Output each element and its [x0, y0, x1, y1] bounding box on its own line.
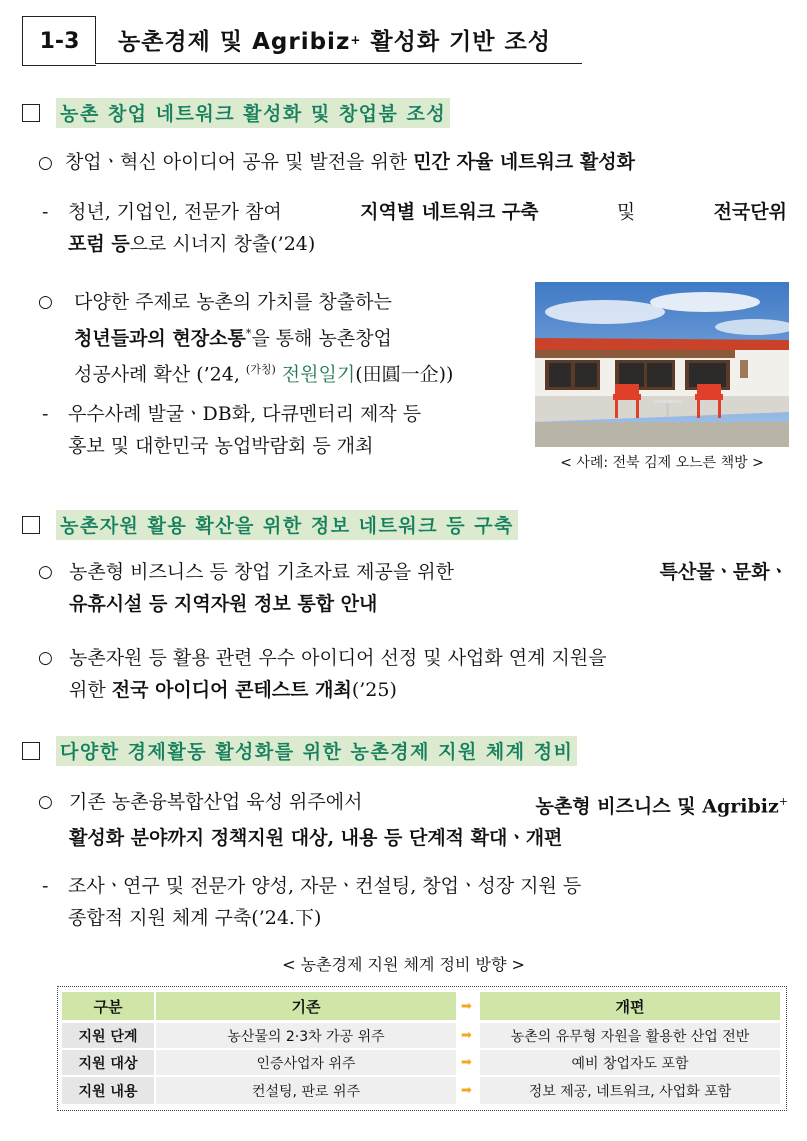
- text: 농촌자원 등 활용 관련 우수 아이디어 선정 및 사업화 연계 지원을: [69, 647, 607, 669]
- footnote-star: *: [245, 327, 252, 340]
- arrow-icon: ➡: [461, 1055, 472, 1070]
- s2-bullet-2: ○ 농촌자원 등 활용 관련 우수 아이디어 선정 및 사업화 연계 지원을 위한 전국 아이디어 콘테스트 개최(’25): [38, 642, 788, 706]
- text: 기존 농촌융복합산업 육성 위주에서: [69, 791, 363, 813]
- text-bold: 전국 아이디어 콘테스트 개최: [111, 679, 352, 701]
- text: 위한: [69, 679, 112, 701]
- table-header-after: 개편: [480, 992, 780, 1020]
- table-cell: 농산물의 2·3차 가공 위주: [156, 1023, 456, 1048]
- photo-caption: < 사례: 전북 김제 오느른 책방 >: [560, 455, 764, 471]
- section-heading-2: [22, 510, 518, 540]
- text: 청년, 기업인, 전문가 참여: [68, 201, 282, 223]
- s1-dash-2: - 우수사례 발굴ㆍDB화, 다큐멘터리 제작 등 홍보 및 대한민국 농업박람회 등 개최: [42, 398, 522, 462]
- title-part1: 농촌경제 및 Agribiz: [118, 29, 351, 55]
- s1-dash-1: - 청년, 기업인, 전문가 참여 지역별 네트워크 구축 및 전국단위 포럼 등으로 시너지 창출(’24): [42, 196, 787, 260]
- table-cell: 인증사업자 위주: [156, 1050, 456, 1075]
- table-row-label: 지원 대상: [62, 1050, 154, 1075]
- table-row-label: 지원 단계: [62, 1023, 154, 1048]
- text: 조사ㆍ연구 및 전문가 양성, 자문ㆍ컨설팅, 창업ㆍ성장 지원 등: [68, 875, 582, 897]
- text-bold: 지역별 네트워크 구축: [360, 201, 539, 223]
- text-bold: 농촌형 비즈니스 및 Agribiz: [535, 795, 779, 818]
- s1-bullet-1: ○ 창업ㆍ혁신 아이디어 공유 및 발전을 위한 민간 자율 네트워크 활성화: [38, 151, 635, 173]
- text-green: 전원일기: [275, 363, 356, 386]
- text: 홍보 및 대한민국 농업박람회 등 개최: [68, 435, 374, 457]
- text: 다양한 주제로 농촌의 가치를 창출하는: [74, 291, 392, 313]
- text-bold: 특산물ㆍ문화ㆍ: [659, 561, 788, 583]
- text: 우수사례 발굴ㆍDB화, 다큐멘터리 제작 등: [68, 403, 422, 425]
- comparison-table: [57, 986, 787, 1111]
- text-bold: 활성화 분야까지 정책지원 대상, 내용 등 단계적 확대ㆍ개편: [69, 827, 563, 850]
- text-sup: +: [778, 795, 788, 808]
- table-cell: 컨설팅, 판로 위주: [156, 1077, 456, 1104]
- text-bold: 청년들과의 현장소통: [74, 327, 246, 350]
- s3-bullet-1: ○ 기존 농촌융복합산업 육성 위주에서 농촌형 비즈니스 및 Agribiz+ 활성화 분야까지 정책지원 대상, 내용 등 단계적 확대ㆍ개편: [38, 786, 788, 854]
- text: 종합적 지원 체계 구축(’24.下): [68, 907, 322, 929]
- text-bold: 민간 자율 네트워크 활성화: [413, 151, 635, 173]
- checkbox-square: [22, 742, 40, 760]
- s2-bullet-1: ○ 농촌형 비즈니스 등 창업 기초자료 제공을 위한 특산물ㆍ문화ㆍ 유휴시설 등 지역자원 정보 통합 안내: [38, 556, 788, 620]
- section-number: 1-3: [22, 16, 96, 66]
- text: (’25): [351, 679, 397, 701]
- arrow-icon: ➡: [461, 1028, 472, 1043]
- arrow-icon: ➡: [461, 999, 472, 1014]
- text: 창업ㆍ혁신 아이디어 공유 및 발전을 위한: [64, 151, 414, 173]
- title-sup: +: [350, 32, 362, 47]
- text-bold: 포럼 등: [68, 233, 130, 255]
- table-header-before: 기존: [156, 992, 456, 1020]
- section-heading-3: [22, 736, 577, 766]
- text: 및: [616, 201, 636, 223]
- title-part2: 활성화 기반 조성: [361, 29, 551, 55]
- arrow-icon: ➡: [461, 1083, 472, 1098]
- section-title: 농촌 창업 네트워크 활성화 및 창업붐 조성: [56, 98, 450, 128]
- text: 농촌형 비즈니스 등 창업 기초자료 제공을 위한: [69, 561, 454, 583]
- table-caption: < 농촌경제 지원 체계 정비 방향 >: [282, 955, 525, 974]
- text: 성공사례 확산 (’24,: [74, 363, 246, 386]
- table-cell: 정보 제공, 네트워크, 사업화 포함: [480, 1077, 780, 1104]
- section-heading-1: [22, 98, 450, 128]
- s1-bullet-2: ○ 다양한 주제로 농촌의 가치를 창출하는 청년들과의 현장소통*을 통해 농촌창업 성공사례 확산 (’24, $^{(가칭)}$ 전원일기(田圓一企)): [38, 286, 520, 391]
- table-row-label: 지원 내용: [62, 1077, 154, 1104]
- table-cell: 농촌의 유무형 자원을 활용한 산업 전반: [480, 1023, 780, 1048]
- s3-dash-1: - 조사ㆍ연구 및 전문가 양성, 자문ㆍ컨설팅, 창업ㆍ성장 지원 등 종합적 지원 체계 구축(’24.下): [42, 870, 788, 934]
- section-title: 농촌자원 활용 확산을 위한 정보 네트워크 등 구축: [56, 510, 518, 540]
- text-small: (가칭): [245, 363, 276, 377]
- checkbox-square: [22, 516, 40, 534]
- table-header-category: 구분: [62, 992, 154, 1020]
- section-title: 다양한 경제활동 활성화를 위한 농촌경제 지원 체계 정비: [56, 736, 577, 766]
- text-bold: 전국단위: [713, 201, 787, 223]
- text: (田圓一企)): [355, 363, 454, 386]
- page-title: [95, 16, 582, 64]
- table-cell: 예비 창업자도 포함: [480, 1050, 780, 1075]
- checkbox-square: [22, 104, 40, 122]
- bookstore-photo: [535, 282, 789, 447]
- text: 을 통해 농촌창업: [251, 327, 392, 350]
- text: 으로 시너지 창출(’24): [129, 233, 316, 255]
- text-bold: 유휴시설 등 지역자원 정보 통합 안내: [69, 593, 378, 615]
